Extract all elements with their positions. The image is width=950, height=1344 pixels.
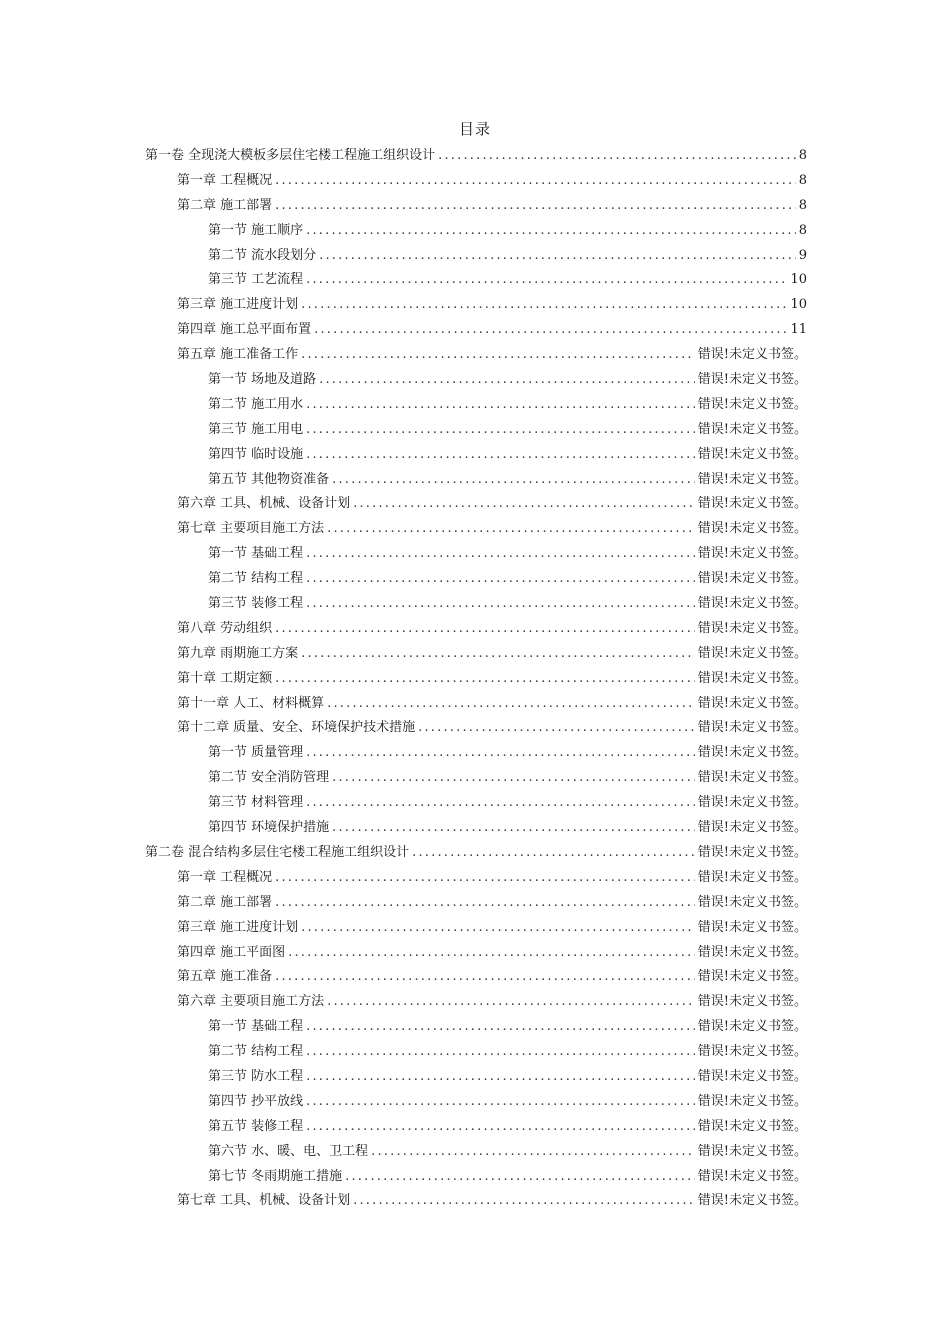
toc-entry[interactable] (145, 965, 807, 990)
toc-entry-label: 第五节 装修工程 (208, 1118, 304, 1134)
toc-entry[interactable] (145, 841, 807, 866)
toc-entry-page: 错误!未定义书签。 (697, 1019, 807, 1035)
toc-entry-page: 错误!未定义书签。 (697, 745, 807, 761)
toc-entry-label: 第五节 其他物资准备 (208, 471, 330, 487)
toc-entry[interactable] (145, 542, 807, 567)
toc-entry-page: 错误!未定义书签。 (697, 596, 807, 612)
toc-entry-label: 第七章 工具、机械、设备计划 (177, 1193, 351, 1209)
toc-entry-label: 第八章 劳动组织 (177, 620, 273, 636)
toc-entry-page: 错误!未定义书签。 (697, 1143, 807, 1159)
toc-entry[interactable] (145, 1115, 807, 1140)
toc-dot-leader (275, 169, 796, 194)
toc-dot-leader (306, 1040, 695, 1065)
toc-entry-page: 错误!未定义书签。 (697, 919, 807, 935)
toc-dot-leader (327, 692, 695, 717)
toc-entry-label: 第四节 抄平放线 (208, 1093, 304, 1109)
toc-dot-leader (275, 667, 695, 692)
toc-entry-label: 第一节 质量管理 (208, 745, 304, 761)
toc-entry-page: 错误!未定义书签。 (697, 795, 807, 811)
toc-entry[interactable] (145, 343, 807, 368)
toc-dot-leader (353, 492, 695, 517)
toc-entry-page: 错误!未定义书签。 (697, 894, 807, 910)
toc-entry-label: 第三节 防水工程 (208, 1068, 304, 1084)
toc-entry-page: 错误!未定义书签。 (697, 770, 807, 786)
toc-entry[interactable] (145, 468, 807, 493)
toc-dot-leader (306, 1115, 695, 1140)
toc-entry-page: 错误!未定义书签。 (697, 1044, 807, 1060)
toc-entry-page: 10 (790, 297, 807, 313)
toc-entry-page: 错误!未定义书签。 (697, 521, 807, 537)
toc-dot-leader (306, 1065, 695, 1090)
toc-entry-label: 第二节 安全消防管理 (208, 770, 330, 786)
toc-entry-page: 错误!未定义书签。 (697, 1093, 807, 1109)
toc-entry-page: 10 (790, 272, 807, 288)
toc-entry-page: 错误!未定义书签。 (697, 944, 807, 960)
toc-entry-label: 第五章 施工准备工作 (177, 347, 299, 363)
toc-entry-label: 第二章 施工部署 (177, 894, 273, 910)
toc-entry-page: 错误!未定义书签。 (697, 670, 807, 686)
toc-entry-label: 第七节 冬雨期施工措施 (208, 1168, 343, 1184)
toc-dot-leader (306, 418, 695, 443)
toc-entry-label: 第三章 施工进度计划 (177, 919, 299, 935)
toc-entry-page: 错误!未定义书签。 (697, 645, 807, 661)
toc-dot-leader (327, 517, 695, 542)
toc-dot-leader (306, 393, 695, 418)
toc-entry[interactable] (145, 1065, 807, 1090)
toc-entry[interactable] (145, 990, 807, 1015)
toc-dot-leader (301, 293, 787, 318)
toc-entry[interactable] (145, 393, 807, 418)
toc-entry-label: 第四节 临时设施 (208, 446, 304, 462)
toc-dot-leader (275, 891, 695, 916)
toc-entry-page: 错误!未定义书签。 (697, 820, 807, 836)
toc-entry[interactable] (145, 268, 807, 293)
toc-entry-page: 错误!未定义书签。 (697, 844, 807, 860)
toc-entry-page: 错误!未定义书签。 (697, 1118, 807, 1134)
toc-dot-leader (412, 841, 695, 866)
toc-entry-label: 第一卷 全现浇大模板多层住宅楼工程施工组织设计 (145, 148, 436, 163)
toc-entry-page: 错误!未定义书签。 (697, 471, 807, 487)
toc-entry[interactable] (145, 1189, 807, 1214)
toc-dot-leader (314, 318, 787, 343)
toc-entry-label: 第十章 工期定额 (177, 670, 273, 686)
toc-entry[interactable] (145, 916, 807, 941)
toc-entry[interactable] (145, 194, 807, 219)
toc-entry-page: 错误!未定义书签。 (697, 994, 807, 1010)
toc-dot-leader (301, 642, 695, 667)
toc-entry-page: 错误!未定义书签。 (697, 620, 807, 636)
toc-entry-page: 错误!未定义书签。 (697, 720, 807, 736)
toc-entry[interactable] (145, 642, 807, 667)
toc-dot-leader (438, 144, 796, 169)
toc-entry-label: 第十一章 人工、材料概算 (177, 695, 325, 711)
toc-entry-page: 8 (798, 148, 807, 163)
toc-entry[interactable] (145, 318, 807, 343)
toc-entry-page: 8 (798, 222, 807, 238)
toc-entry[interactable] (145, 1090, 807, 1115)
toc-dot-leader (319, 368, 695, 393)
toc-dot-leader (332, 766, 695, 791)
toc-entry[interactable] (145, 418, 807, 443)
toc-dot-leader (288, 941, 695, 966)
toc-entry[interactable] (145, 1015, 807, 1040)
toc-entry-page: 错误!未定义书签。 (697, 421, 807, 437)
toc-entry-label: 第一章 工程概况 (177, 869, 273, 885)
toc-entry-page: 错误!未定义书签。 (697, 372, 807, 388)
toc-entry[interactable] (145, 741, 807, 766)
toc-entry-label: 第二节 流水段划分 (208, 247, 317, 263)
toc-list (145, 144, 807, 1214)
toc-entry-page: 9 (798, 247, 807, 263)
toc-entry-label: 第二节 结构工程 (208, 1044, 304, 1060)
toc-dot-leader (275, 617, 695, 642)
toc-entry-label: 第一节 场地及道路 (208, 372, 317, 388)
toc-entry-label: 第二节 结构工程 (208, 571, 304, 587)
toc-entry-label: 第四节 环境保护措施 (208, 820, 330, 836)
toc-entry-page: 错误!未定义书签。 (697, 446, 807, 462)
toc-entry-page: 错误!未定义书签。 (697, 496, 807, 512)
toc-entry-page: 错误!未定义书签。 (697, 347, 807, 363)
toc-dot-leader (275, 194, 796, 219)
toc-entry-page: 8 (798, 197, 807, 213)
toc-entry-label: 第三节 施工用电 (208, 421, 304, 437)
toc-dot-leader (319, 244, 796, 269)
toc-entry[interactable] (145, 766, 807, 791)
toc-entry-page: 错误!未定义书签。 (697, 546, 807, 562)
toc-entry-label: 第九章 雨期施工方案 (177, 645, 299, 661)
toc-entry[interactable] (145, 517, 807, 542)
toc-dot-leader (418, 716, 695, 741)
toc-entry-label: 第六章 主要项目施工方法 (177, 994, 325, 1010)
toc-entry-label: 第四章 施工平面图 (177, 944, 286, 960)
toc-dot-leader (306, 567, 695, 592)
toc-dot-leader (306, 1090, 695, 1115)
toc-entry-label: 第二节 施工用水 (208, 396, 304, 412)
toc-entry[interactable] (145, 1140, 807, 1165)
toc-dot-leader (371, 1140, 695, 1165)
toc-dot-leader (306, 1015, 695, 1040)
toc-entry[interactable] (145, 293, 807, 318)
toc-entry-label: 第三节 材料管理 (208, 795, 304, 811)
toc-entry[interactable] (145, 492, 807, 517)
toc-entry-label: 第四章 施工总平面布置 (177, 322, 312, 338)
toc-entry-page: 8 (798, 172, 807, 188)
toc-title: 目录 (458, 120, 491, 138)
toc-dot-leader (306, 741, 695, 766)
toc-entry-label: 第三章 施工进度计划 (177, 297, 299, 313)
toc-entry-label: 第七章 主要项目施工方法 (177, 521, 325, 537)
toc-dot-leader (306, 219, 796, 244)
toc-dot-leader (327, 990, 695, 1015)
toc-entry[interactable] (145, 791, 807, 816)
toc-entry-label: 第一章 工程概况 (177, 172, 273, 188)
toc-entry[interactable] (145, 941, 807, 966)
toc-dot-leader (301, 343, 695, 368)
toc-dot-leader (345, 1165, 695, 1190)
toc-entry[interactable] (145, 1165, 807, 1190)
toc-entry-label: 第六节 水、暖、电、卫工程 (208, 1143, 369, 1159)
toc-dot-leader (306, 791, 695, 816)
toc-entry-label: 第三节 工艺流程 (208, 272, 304, 288)
toc-dot-leader (306, 592, 695, 617)
toc-dot-leader (306, 268, 787, 293)
toc-dot-leader (275, 866, 695, 891)
toc-entry[interactable] (145, 667, 807, 692)
toc-entry[interactable] (145, 567, 807, 592)
toc-entry-page: 错误!未定义书签。 (697, 1068, 807, 1084)
toc-entry[interactable] (145, 368, 807, 393)
toc-entry-label: 第三节 装修工程 (208, 596, 304, 612)
toc-dot-leader (301, 916, 695, 941)
toc-dot-leader (275, 965, 695, 990)
toc-entry-label: 第六章 工具、机械、设备计划 (177, 496, 351, 512)
toc-dot-leader (306, 443, 695, 468)
toc-entry-page: 错误!未定义书签。 (697, 695, 807, 711)
toc-entry-page: 错误!未定义书签。 (697, 1168, 807, 1184)
toc-dot-leader (332, 468, 695, 493)
toc-entry[interactable] (145, 144, 807, 169)
toc-entry-page: 错误!未定义书签。 (697, 396, 807, 412)
toc-dot-leader (306, 542, 695, 567)
toc-entry-label: 第二卷 混合结构多层住宅楼工程施工组织设计 (145, 844, 410, 860)
toc-entry[interactable] (145, 692, 807, 717)
toc-entry[interactable] (145, 169, 807, 194)
toc-entry-page: 错误!未定义书签。 (697, 571, 807, 587)
toc-entry[interactable] (145, 219, 807, 244)
toc-entry-page: 错误!未定义书签。 (697, 1193, 807, 1209)
toc-entry-label: 第十二章 质量、安全、环境保护技术措施 (177, 720, 416, 736)
toc-entry[interactable] (145, 244, 807, 269)
toc-entry-label: 第一节 基础工程 (208, 546, 304, 562)
toc-entry[interactable] (145, 716, 807, 741)
toc-entry[interactable] (145, 891, 807, 916)
toc-entry-label: 第一节 基础工程 (208, 1019, 304, 1035)
toc-entry[interactable] (145, 443, 807, 468)
toc-dot-leader (332, 816, 695, 841)
toc-dot-leader (353, 1189, 695, 1214)
toc-entry[interactable] (145, 617, 807, 642)
toc-entry[interactable] (145, 866, 807, 891)
toc-entry-page: 错误!未定义书签。 (697, 969, 807, 985)
toc-entry[interactable] (145, 592, 807, 617)
toc-entry-page: 错误!未定义书签。 (697, 869, 807, 885)
toc-entry[interactable] (145, 1040, 807, 1065)
toc-entry-label: 第一节 施工顺序 (208, 222, 304, 238)
toc-entry-label: 第二章 施工部署 (177, 197, 273, 213)
toc-entry-label: 第五章 施工准备 (177, 969, 273, 985)
toc-entry-page: 11 (790, 322, 807, 338)
toc-entry[interactable] (145, 816, 807, 841)
